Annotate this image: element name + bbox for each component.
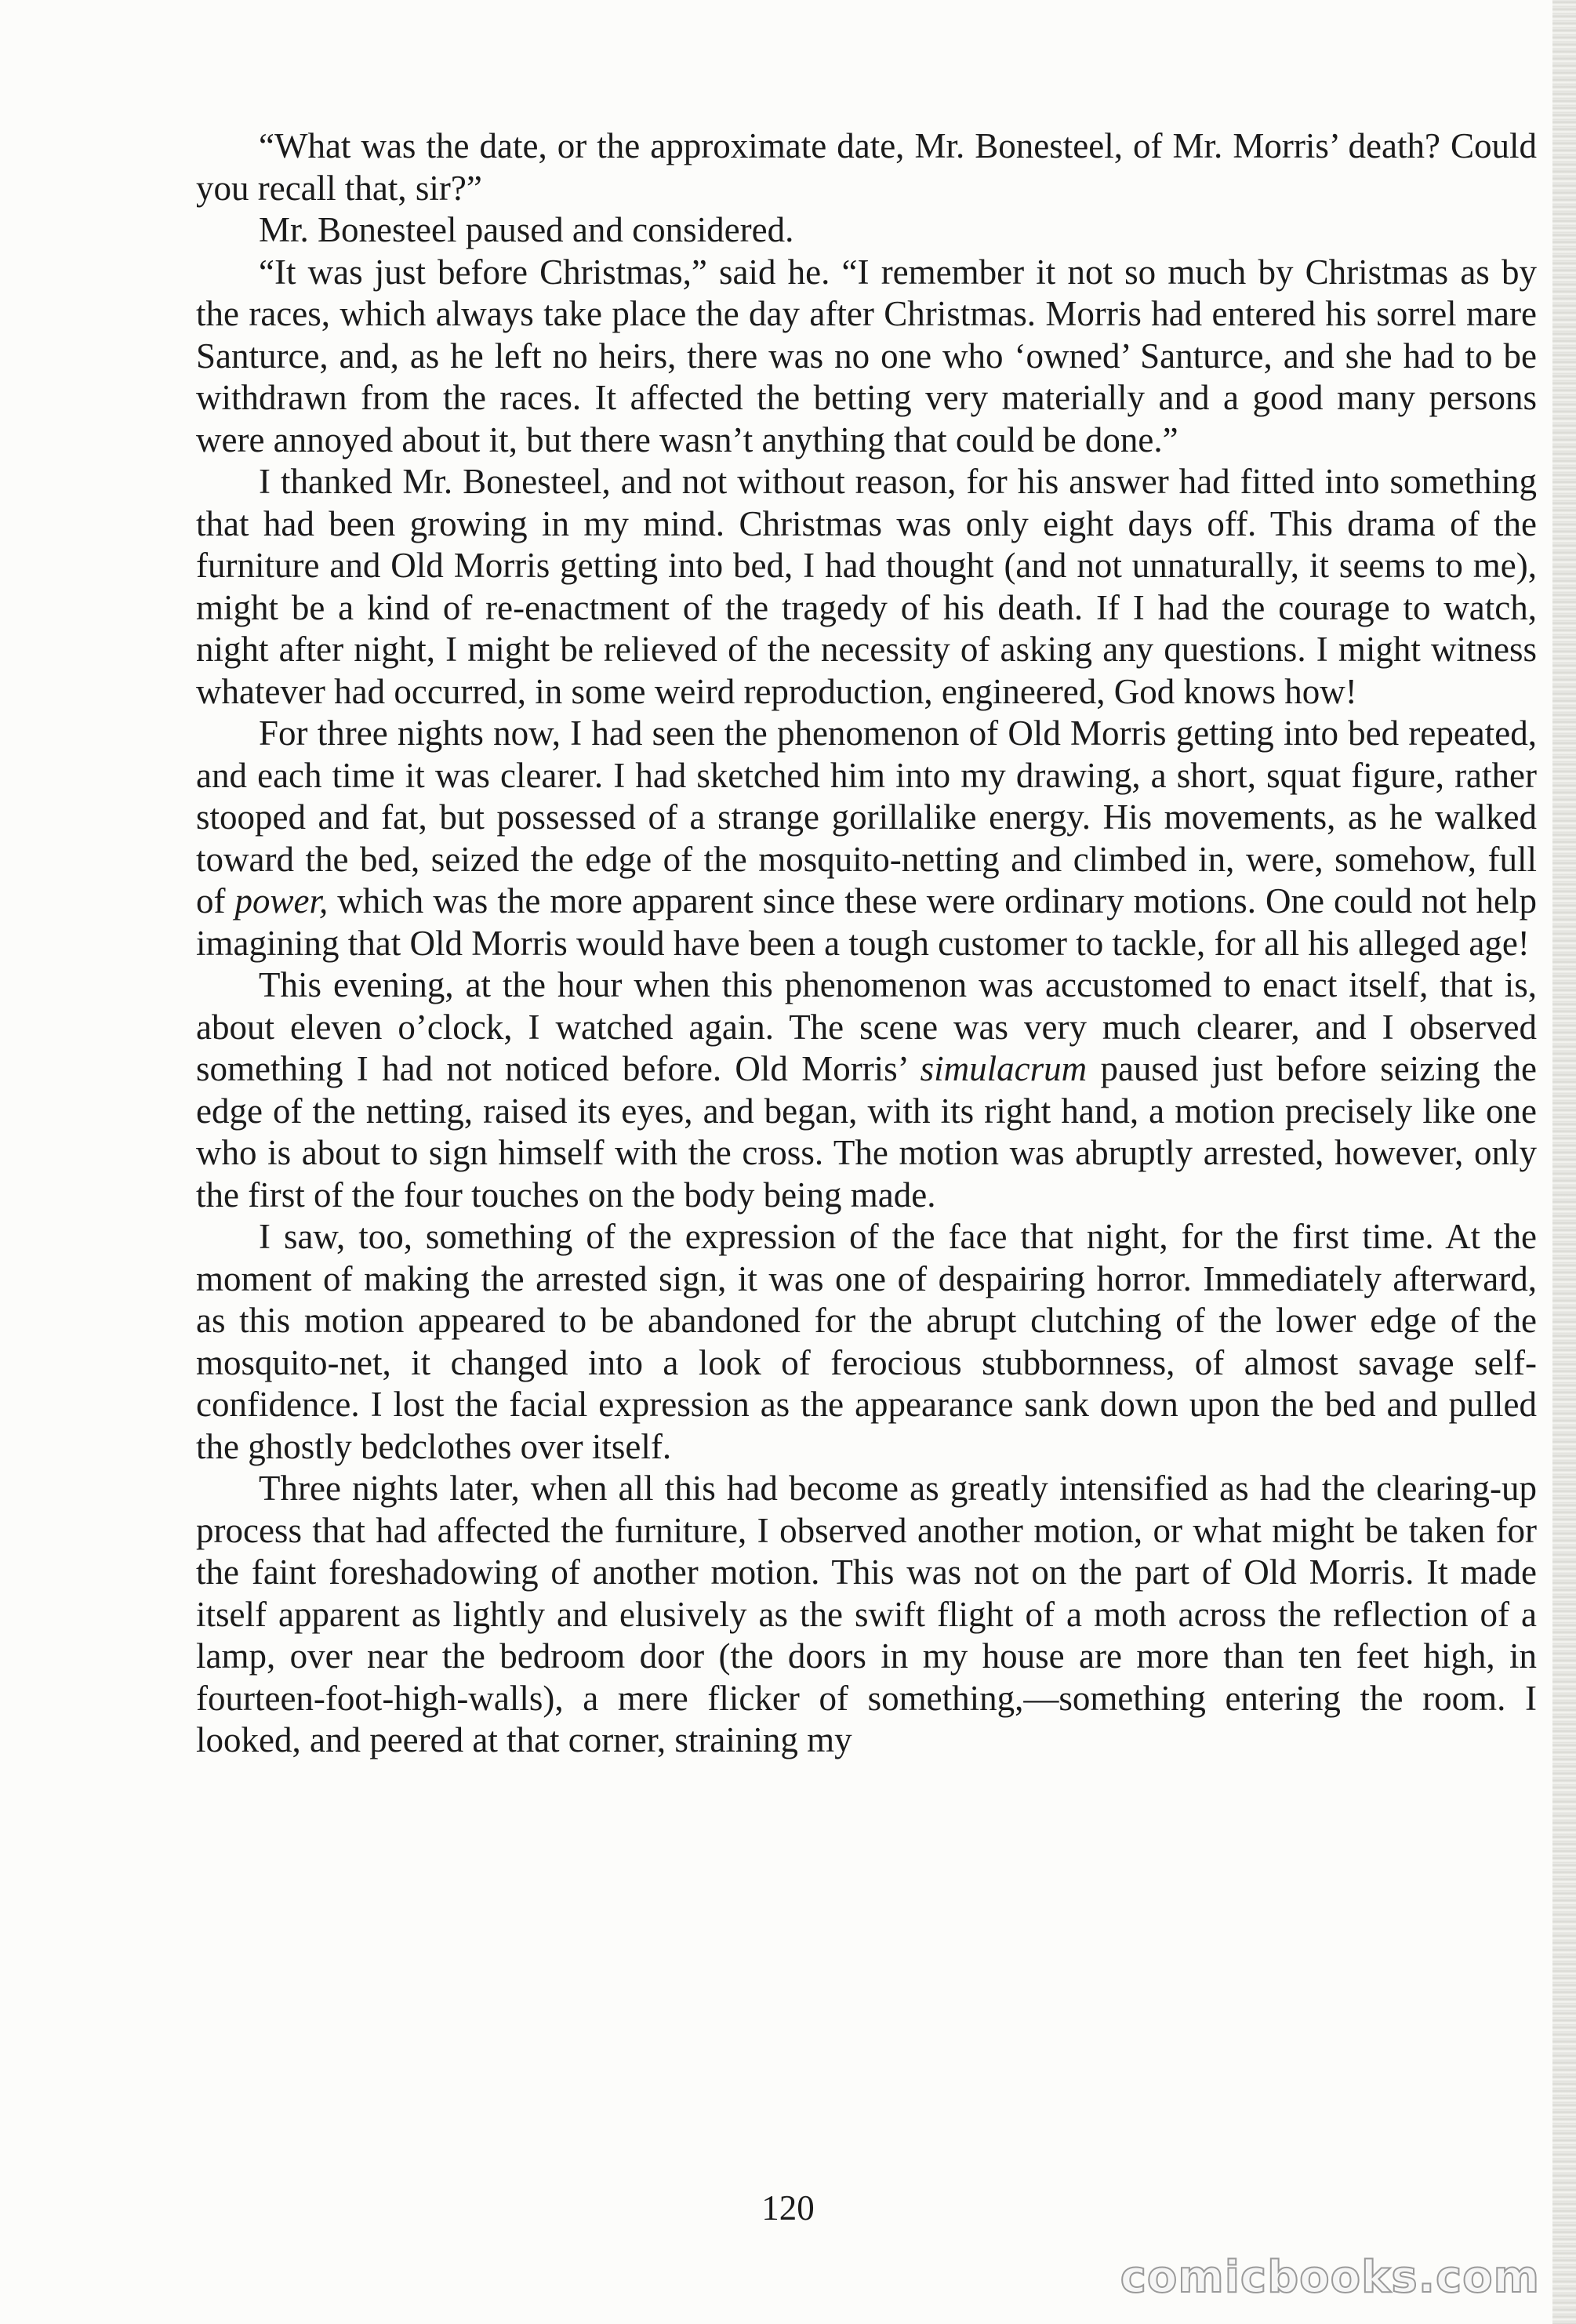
paragraph: I saw, too, something of the expression of the face that night, for the first time. At the moment of making the arrested sign, it was one of despairing horror. Immediately afterward, as this motion appeared to be abandoned for the abrupt clutching of the lower edge of the mosquito-net, it changed into a look of ferocious stubbornness, of almost savage self-confidence. I lost the facial expression as the appearance sank down upon the bed and pulled the ghostly bedclothes over itself.	[196, 1217, 1537, 1466]
paragraph: Three nights later, when all this had become as greatly intensified as had the clearing-up process that had affected the furniture, I observed another motion, or what might be taken for the faint foreshadowing of another motion. This was not on the part of Old Morris. It made itself apparent as lightly and elusively as the swift flight of a moth across the reflection of a lamp, over near the bedroom door (the doors in my house are more than ten feet high, in fourteen-foot-high-walls), a mere flicker of something,—something entering the room. I looked, and peered at that corner, straining my	[196, 1469, 1537, 1759]
paragraph: “What was the date, or the approximate date, Mr. Bonesteel, of Mr. Morris’ death? Could you recall that, sir?”	[196, 126, 1537, 208]
emphasis-text: simulacrum	[920, 1049, 1088, 1088]
paragraph	[196, 713, 1537, 964]
paragraph: I thanked Mr. Bonesteel, and not without reason, for his answer had fitted into something that had been growing in my mind. Christmas was only eight days off. This drama of the furniture and Old Morris getting into bed, I had thought (and not unnaturally, it seems to me), might be a kind of re-enactment of the tragedy of his death. If I had the courage to watch, night after night, I might be relieved of the necessity of asking any questions. I might witness whatever had occurred, in some weird reproduction, engineered, God knows how!	[196, 462, 1537, 711]
page-body-text	[196, 125, 1537, 1762]
paragraph-text: For three nights now, I had seen the phenomenon of Old Morris getting into bed repeated, and each time it was clearer. I had sketched him into my drawing, a short, squat figure, rather stooped and fat, but possessed of a strange gorillalike energy. His movements, as he walked toward the bed, seized the edge of the mosquito-netting and climbed in, were, somehow, full of	[196, 714, 1537, 921]
paragraph	[196, 964, 1537, 1216]
paragraph-text: paused just before seizing the edge of the netting, raised its eyes, and began, with its right hand, a motion precisely like one who is about to sign himself with the cross. The motion was abruptly arrested, however, only the first of the four touches on the body being made.	[196, 1049, 1537, 1215]
page-number: 120	[761, 2188, 815, 2228]
watermark-logo: comicbooks.com	[1120, 2252, 1540, 2303]
emphasis-text: power,	[234, 881, 329, 921]
paragraph-text: which was the more apparent since these were ordinary motions. One could not help imagining that Old Morris would have been a tough customer to tackle, for all his alleged age!	[196, 881, 1537, 963]
paragraph: Mr. Bonesteel paused and considered.	[259, 210, 794, 249]
page-edge-shadow	[1552, 0, 1576, 2324]
paragraph-text: This evening, at the hour when this phenomenon was accustomed to enact itself, that is, about eleven o’clock, I watched again. The scene was very much clearer, and I observed something I had not noticed before. Old Morris’	[196, 965, 1537, 1088]
paragraph: “It was just before Christmas,” said he. “I remember it not so much by Christmas as by the races, which always take place the day after Christmas. Morris had entered his sorrel mare Santurce, and, as he left no heirs, there was no one who ‘owned’ Santurce, and she had to be withdrawn from the races. It affected the betting very materially and a good many persons were annoyed about it, but there wasn’t anything that could be done.”	[196, 252, 1537, 459]
